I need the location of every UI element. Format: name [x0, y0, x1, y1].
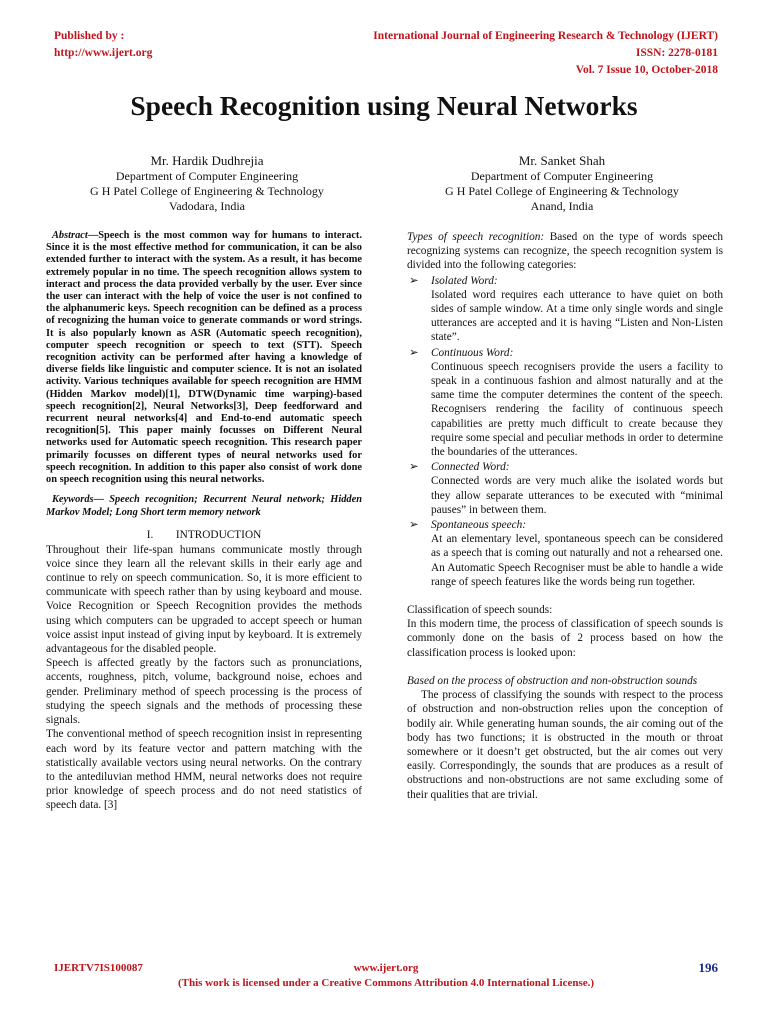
- obstruction-text: The process of classifying the sounds with respect to the process of obstruction and non-obstruction relies upon the conception of bodily air. While generating human sounds, the air coming out of the body has two functions; it is obstructed in the mouth or throat somewhere or it doesn’t get obstructed, but the air comes out very easily. Correspondingly, the sounds that are produces as a result of obstructions and non-obstructions are not same excluding some of their qualities that are trivial.: [407, 689, 723, 801]
- bullet-spontaneous-speech: [407, 518, 723, 532]
- abstract-label: Abstract: [52, 230, 88, 241]
- spacer: [407, 660, 723, 674]
- page-footer: [54, 958, 718, 998]
- publisher-url[interactable]: http://www.ijert.org: [54, 47, 153, 59]
- bullet-body: Continuous speech recognisers provide the users a facility to speak in a continuous fashion and almost naturally and at the same time the computer determines the content of the speech. Recognisers rendering the facility of continuous speech capabilities are pretty much difficult to create because they require some special and peculiar methods in order to determine the boundaries of the utterances.: [431, 360, 723, 459]
- header-right: [373, 28, 718, 79]
- spacer: [407, 589, 723, 603]
- journal-name: International Journal of Engineering Research & Technology (IJERT): [373, 30, 718, 42]
- obstruction-heading: Based on the process of obstruction and non-obstruction sounds: [407, 674, 698, 687]
- arrow-bullet-icon: ➢: [409, 274, 419, 287]
- page-header: [54, 28, 718, 76]
- arrow-bullet-icon: ➢: [409, 519, 419, 532]
- paper-id: IJERTV7IS100087: [54, 962, 143, 974]
- abstract-dash: —: [87, 230, 99, 241]
- header-left: [54, 28, 152, 62]
- author-city: Vadodara, India: [169, 199, 245, 213]
- author-college: G H Patel College of Engineering & Technology: [90, 184, 324, 198]
- page-number: 196: [698, 960, 718, 975]
- intro-paragraph-2: Speech is affected greatly by the factors such as pronunciations, accents, roughness, pitch, volume, background noise, echoes and gender. Preliminary method of speech processing is the process of studying the speech signals and the methods of processing these signals.: [46, 657, 362, 727]
- types-text: Based on the type of words speech recognizing systems can recognize, the speech recognition system is divided into the following categories:: [407, 231, 724, 272]
- author-college: G H Patel College of Engineering & Technology: [445, 184, 679, 198]
- bullet-title: Continuous Word:: [431, 346, 514, 359]
- classification-text: In this modern time, the process of classification of speech sounds is commonly done on the basis of 2 process based on how the classification process is looked upon:: [407, 618, 723, 659]
- author-city: Anand, India: [530, 199, 594, 213]
- issn: ISSN: 2278-0181: [635, 47, 718, 59]
- abstract-text: Speech is the most common way for humans to interact. Since it is the most effective method for communication, it can be also extended further to interact with the system. As a result, it has become extremely popular in no time. The speech recognition allows system to interact and process the data provided verbally by the user. Ever since the user can interact with the help of voice the user is not confined to the alphanumeric keys. Speech recognition can be defined as a process of recognizing the human voice to generate commands or word strings. It is also popularly known as ASR (Automatic speech recognition), computer speech recognition or speech to text (STT). Speech recognition activity can be performed after having a knowledge of diverse fields like linguistic and computer science. It is not an isolated activity. Various techniques available for speech recognition are HMM (Hidden Markov model)[1], DTW(Dynamic time warping)-based speech recognition[2], Neural Networks[3], Deep feedforward and recurrent neural networks[4] and End-to-end automatic speech recognition[5]. This paper mainly focusses on Different Neural networks used for Automatic speech recognition. This research paper primarily focusses on different types of neural networks used for speech recognition. In addition to this paper also consist of work done on speech recognition using this neural networks.: [46, 230, 362, 486]
- bullet-body: Connected words are very much alike the isolated words but they allow separate utterances to be executed with “minimal pauses” in between them.: [431, 475, 723, 516]
- abstract: [46, 230, 362, 486]
- arrow-bullet-icon: ➢: [409, 461, 419, 474]
- bullet-title: Connected Word:: [431, 461, 510, 474]
- left-column: [46, 230, 362, 813]
- footer-url[interactable]: www.ijert.org: [353, 962, 419, 974]
- bullet-isolated-word: [407, 274, 723, 288]
- section-heading-introduction: I. INTRODUCTION: [146, 529, 262, 542]
- license-notice: (This work is licensed under a Creative Commons Attribution 4.0 International License.): [177, 977, 595, 989]
- author-block-2: [397, 153, 727, 214]
- paper-title: Speech Recognition using Neural Networks: [130, 90, 638, 121]
- intro-paragraph-3: The conventional method of speech recognition insist in representing each word by its feature vector and pattern matching with the statistically available vectors using neural networks. On the contrary to the antediluvian method HMM, neural networks does not require prior knowledge of speech process and do not need statistics of speech data. [3]: [46, 728, 362, 812]
- bullet-connected-word: [407, 460, 723, 474]
- intro-paragraph-1: Throughout their life-span humans communicate mostly through voice since they learn all the relevant skills in their early age and continue to rely on speech communication. So, it is more efficient to communicate with speech rather than by using keyboard and mouse. Voice Recognition or Speech Recognition provides the methods using which computers can be upgraded to accept speech or human voice assist input instead of giving input by keyboard. It is extremely advantageous for the disabled people.: [46, 543, 362, 656]
- volume-issue: Vol. 7 Issue 10, October-2018: [575, 64, 718, 76]
- author-dept: Department of Computer Engineering: [470, 169, 654, 183]
- arrow-bullet-icon: ➢: [409, 346, 419, 359]
- classification-heading: Classification of speech sounds:: [407, 604, 553, 617]
- bullet-body: At an elementary level, spontaneous speech can be considered as a speech that is coming out naturally and not a rehearsed one. An Automatic Speech Recogniser must be able to handle a wide range of speech features like the words being run together.: [431, 533, 723, 588]
- bullet-body: Isolated word requires each utterance to have quiet on both sides of sample window. At a time only single words and single utterances are accepted and it is having “Listen and Non-Listen state”.: [431, 288, 723, 344]
- right-column: [407, 230, 723, 802]
- author-dept: Department of Computer Engineering: [115, 169, 299, 183]
- author-name: Mr. Sanket Shah: [518, 153, 606, 168]
- bullet-title: Spontaneous speech:: [431, 519, 527, 532]
- author-name: Mr. Hardik Dudhrejia: [150, 153, 264, 168]
- author-block-1: [42, 153, 372, 214]
- types-paragraph: [407, 230, 723, 273]
- keywords: Keywords— Speech recognition; Recurrent Neural network; Hidden Markov Model; Long Short term memory network: [46, 494, 362, 518]
- publisher-label: Published by :: [54, 30, 125, 42]
- types-label: Types of speech recognition:: [407, 231, 545, 243]
- bullet-continuous-word: [407, 346, 723, 360]
- bullet-title: Isolated Word:: [431, 274, 498, 287]
